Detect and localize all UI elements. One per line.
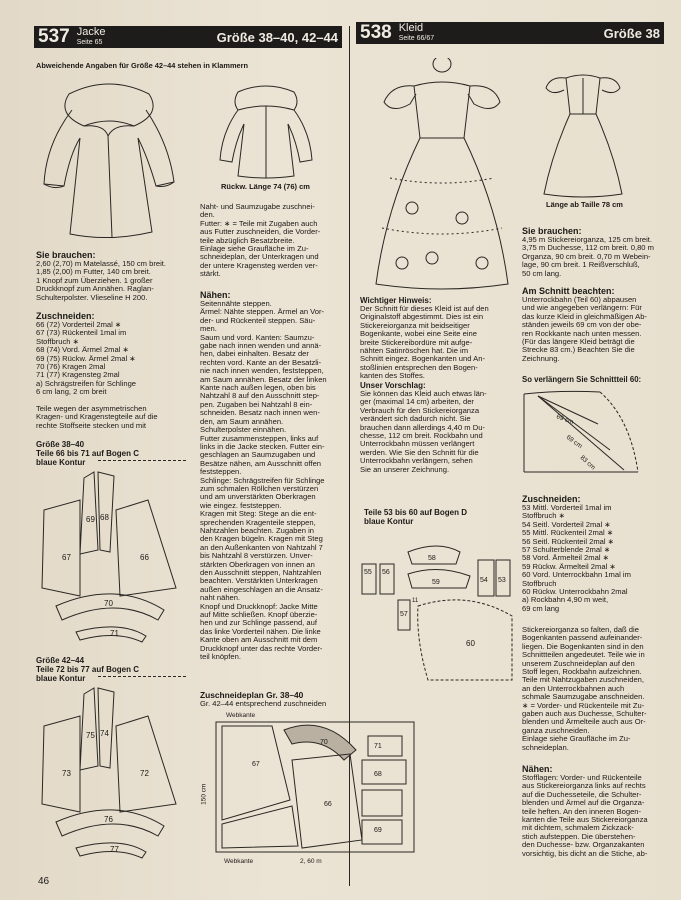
cutting-heading: Zuschneiden: (36, 311, 95, 321)
page-ref: Seite 66/67 (398, 34, 435, 42)
piece-label: 74 (100, 729, 109, 738)
pattern-number: 537 (38, 26, 70, 47)
piece-label: 11 (412, 598, 419, 604)
piece-label: 69 (374, 827, 382, 834)
page-ref: Seite 65 (76, 38, 103, 46)
size-note: Abweichende Angaben für Größe 42–44 stehen in Klammern (36, 61, 249, 70)
dress-back-illustration (538, 58, 628, 198)
piece-label: 77 (110, 845, 119, 854)
piece-label: 71 (110, 629, 119, 638)
cutting-list: 66 (72) Vorderteil 2mal ∗ 67 (73) Rückenteil 1mal im Stoffbruch ∗ 68 (74) Vord. Ärmel 2mal ∗ 69 (75) Rückw. Ärmel 2mal ∗ 70 (76) Kragen 2mal 71 (77) Kragensteg 2mal a) Schrägstreifen für Schlinge 6 cm lang, 2 cm breit (36, 320, 137, 397)
selvage-label-top: Webkante (226, 712, 256, 719)
cutting-heading: Zuschneiden: (522, 494, 581, 504)
piece-label: 69 (86, 515, 95, 524)
pattern-note-text: Unterrockbahn (Teil 60) abpausen und wie angegeben verlängern: Für das kurze Kleid in gleichmäßigen Ab- ständen jeweils 69 cm von der obe- ren Rockkante nach unten messen. (Für das längere Kleid beträgt die Strecke 83 cm.) Beachten Sie die Zeichnung. (522, 295, 647, 363)
dashed-rule (98, 460, 186, 461)
pattern-name: Jacke (76, 25, 106, 38)
piece-label: 73 (62, 769, 71, 778)
dress-pattern-diagram (358, 530, 516, 690)
piece-label: 66 (140, 553, 149, 562)
piece-label: 59 (432, 579, 440, 586)
notice-text: Der Schnitt für dieses Kleid ist auf den Originalstoff abgestimmt. Dies ist ein Stickereiorganza mit beidseitiger Bogenkante, wobei eine Seite eine breite Stickereibordüre mit aufge- nähten Satinröschen hat. Die im Schnitt eingez. Bogenkanten und An- stoßlinien entsprechen den Bogen- kanten des Stoffes. (360, 304, 489, 381)
piece-label: 70 (104, 599, 113, 608)
pattern-name: Kleid (398, 21, 424, 34)
materials-heading: Sie brauchen: (36, 250, 96, 260)
size-38-40-pieces: Größe 38–40 Teile 66 bis 71 auf Bogen C blaue Kontur (36, 440, 139, 467)
piece-label: 57 (400, 611, 408, 618)
fabric-instructions: Stickereiorganza so falten, daß die Bogenkanten passend aufeinander- liegen. Die Bogenkanten sind in den Schnittteilen angedeutet. Teile wie in unserem Zuschneideplan auf den Stoff legen, Rockbahn aufzeichnen. Teile mit Nahtzugaben zuschneiden, an den Unterrockbahnen auch schmale Saumzugabe anschneiden. ∗ = Vorder- und Rückenteile mit Zu- gaben auch aus Duchesse, Schulter- blenden und Ärmelteile auch aus Or- ganza zuschneiden. Einlage siehe Graufläche im Zu- schneideplan. (522, 625, 647, 752)
piece-label: 66 (324, 801, 332, 808)
fabric-length-label: 2, 60 m (300, 858, 322, 865)
piece-label: 70 (320, 739, 328, 746)
pattern-diagram-38-40 (36, 470, 186, 650)
materials-text: 4,95 m Stickereiorganza, 125 cm breit. 3,75 m Duchesse, 112 cm breit. 0,80 m Organza, 90 cm breit. 0,70 m Webein- lage, 90 cm breit. 1 Reißverschluß, 50 cm lang. (522, 235, 654, 278)
materials-heading: Sie brauchen: (522, 226, 582, 236)
pattern-537-header (34, 26, 342, 48)
piece-label: 67 (62, 553, 71, 562)
cutting-plan-subtitle: Gr. 42–44 entsprechend zuschneiden (200, 699, 327, 708)
jacket-back-illustration (216, 80, 316, 180)
allowance-text: Naht- und Saumzugabe zuschnei- den. Futter: ∗ = Teile mit Zugaben auch aus Futter zuschneiden, die Vorder- teile abzüglich Besatzbreite. Einlage siehe Graufläche im Zu- schneideplan, der Unterkragen und der untere Kragensteg werden ver- stärkt. (200, 202, 321, 279)
suggestion-text: Sie können das Kleid auch etwas län- ger (maximal 14 cm) arbeiten, der Verbrauch für den Stickereiorganza verändert sich dadurch nicht. Sie brauchen dann allerdings 4,40 m Du- chesse, 112 cm breit. Rockbahn und Unterrockbahn müssen verlängert werden. Wie Sie den Schnitt für die Unterrockbahn verlängern, sehen Sie an unserer Zeichnung. (360, 389, 487, 474)
piece-label: 58 (428, 555, 436, 562)
dimension-label: 83 cm (578, 454, 597, 472)
cutting-plan-heading: Zuschneideplan Gr. 38–40 (200, 690, 304, 700)
jacket-front-illustration (34, 74, 184, 244)
piece-label: 53 (498, 577, 506, 584)
cutting-list: 53 Mittl. Vorderteil 1mal im Stoffbruch ∗ 54 Seitl. Vorderteil 2mal ∗ 55 Mittl. Rückenteil 2mal ∗ 56 Seitl. Rückenteil 2mal ∗ 57 Schulterblende 2mal ∗ 58 Vord. Ärmelteil 2mal ∗ 59 Rückw. Ärmelteil 2mal ∗ 60 Vord. Unterrockbahn 1mal im Stoffbruch 60 Rückw. Unterrockbahn 2mal a) Rockbahn 4,90 m weit, 69 cm lang (522, 503, 631, 613)
piece-label: 76 (104, 815, 113, 824)
dress-illustration (372, 58, 512, 290)
back-length-caption: Rückw. Länge 74 (76) cm (221, 182, 310, 191)
lengthen-heading: So verlängern Sie Schnittteil 60: (522, 375, 642, 384)
piece-label: 68 (100, 513, 109, 522)
dress-length-caption: Länge ab Taille 78 cm (546, 200, 623, 209)
piece-label: 71 (374, 743, 382, 750)
sewing-instructions: Seitennähte steppen. Ärmel: Nähte steppen. Ärmel an Vor- der- und Rückenteil steppen. Säu- men. Saum und vord. Kanten: Saumzu- gabe nach innen wenden und annä- hen, dabei einhalten. Besatz der rechten vord. Kante an der Besatzli- nie nach innen wenden, feststeppen, am Saum annähen. Besatz der linken Kante nach außen legen, oben bis Nahtzahl 8 auf den Ausschnitt step- pen. Zugaben bei Nahtzahl 8 ein- schneiden. Besatz nach innen wen- den, am Saum annähen. Schulterpolster einnähen. Futter zusammensteppen, links auf links in die Jacke stecken. Futter ein- geschlagen an Saumzugaben und Besätze nähen, am Ausschnitt offen feststeppen. Schlinge: Schrägstreifen für Schlinge zum schmalen Röllchen verstürzen und am unverstärkten Oberkragen wie eingez. feststeppen. Kragen mit Steg: Stege an die ent- sprechenden Kragenteile steppen, Nahtzahlen beachten. Zugaben in den Kragen bügeln. Kragen mit Steg an den Außenkanten von Nahtzahl 7 bis Nahtzahl 8 verstürzen. Unver- stärkten Oberkragen von innen an den Ausschnitt steppen, Nahtzahlen beachten. Verstärkten Unterkragen außen eingeschlagen an die Ansatz- naht nähen. Knopf und Druckknopf: Jacke Mitte auf Mitte schließen. Knopf überzie- hen und zur Schlinge passend, auf das linke Vorderteil nähen. Die linke Kante oben am Ausschnitt mit dem Druckknopf unter das rechte Vorder- teil knöpfen. (200, 299, 327, 662)
sewing-heading: Nähen: (522, 764, 553, 774)
piece-label: 55 (364, 569, 372, 576)
materials-text: 2,60 (2,70) m Matelassé, 150 cm breit. 1,85 (2,00) m Futter, 140 cm breit. 1 Knopf zum Überziehen. 1 großer Druckknopf zum Annähen. Raglan- Schulterpolster. Vlieseline H 200. (36, 259, 166, 302)
suggestion-heading: Unser Vorschlag: (360, 381, 426, 390)
pattern-538-header (356, 22, 664, 44)
dimension-label: 69 cm (564, 433, 584, 451)
piece-label: 67 (252, 761, 260, 768)
piece-label: 56 (382, 569, 390, 576)
size-label: Größe 38–40, 42–44 (216, 29, 338, 45)
size-42-44-pieces: Größe 42–44 Teile 72 bis 77 auf Bogen C blaue Kontur (36, 656, 139, 683)
sewing-heading: Nähen: (200, 290, 231, 300)
piece-label: 60 (466, 639, 475, 648)
lengthen-diagram (520, 388, 670, 480)
pieces-label: Teile 53 bis 60 auf Bogen D blaue Kontur (364, 508, 467, 526)
pattern-diagram-42-44 (36, 686, 186, 866)
piece-label: 54 (480, 577, 488, 584)
fabric-width-label: 150 cm (200, 783, 208, 805)
cutting-plan-diagram (212, 720, 418, 856)
piece-label: 72 (140, 769, 149, 778)
piece-label: 68 (374, 771, 382, 778)
notice-heading: Wichtiger Hinweis: (360, 296, 432, 305)
pattern-note: Teile wegen der asymmetrischen Kragen- und Kragenstegteile auf die rechte Stoffseite stecken und mit (36, 404, 158, 430)
sewing-instructions: Stofflagen: Vorder- und Rückenteile aus Stickereiorganza links auf rechts auf die Duchesseteile, die Schulter- blenden und Ärmel auf die Organza- teile heften. An den inneren Bogen- kanten die Teile aus Stickereiorganza mit dichtem, schmalem Zickzack- stich aufsteppen. Die überstehen- den Duchesse- bzw. Organzakanten vorsichtig, bis dicht an die Stiche, ab- (522, 773, 648, 858)
dashed-rule (98, 676, 186, 677)
selvage-label-bottom: Webkante (224, 858, 254, 865)
size-label: Größe 38 (603, 25, 660, 41)
piece-label: 75 (86, 731, 95, 740)
pattern-note-heading: Am Schnitt beachten: (522, 286, 615, 296)
pattern-number: 538 (360, 22, 392, 43)
page-number: 46 (38, 876, 50, 887)
dimension-label: 69 cm (555, 413, 575, 426)
